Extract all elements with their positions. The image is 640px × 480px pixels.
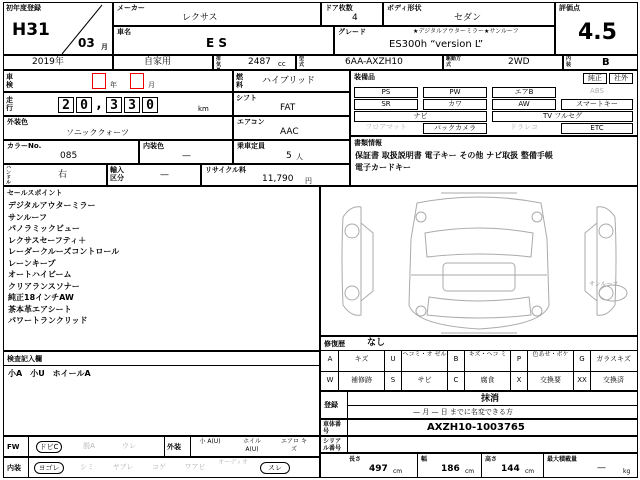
flag-genuine: 純正	[583, 73, 607, 84]
recycle-label: リサイクル料	[205, 166, 247, 174]
diagram-cell	[320, 186, 638, 336]
legend-desc: ヘコミ・オ ゼル	[402, 351, 447, 358]
mileage-digit: 0	[76, 97, 92, 113]
capacity-label: 乗車定員	[237, 142, 265, 150]
first-reg-month: 03	[78, 36, 95, 50]
body-value: セダン	[454, 13, 482, 23]
legend-key: XX	[577, 376, 587, 384]
body-cell	[383, 2, 555, 26]
doors-value: 4	[352, 13, 358, 23]
mileage-digit: 0	[142, 97, 158, 113]
hgt-value: 144	[501, 464, 520, 474]
mileage-digit: 3	[124, 97, 140, 113]
serial-label: シリアル番号	[323, 438, 342, 452]
inspect-month-unit: 月	[148, 81, 155, 89]
mileage-label: 走行	[6, 96, 13, 112]
model-value: 6AA-AXZH10	[345, 57, 403, 67]
score-cell	[555, 2, 638, 55]
repair-value: なし	[367, 338, 386, 348]
shift-cell	[233, 92, 350, 116]
equip-aw: AW	[492, 99, 556, 110]
serial-cell	[320, 436, 638, 453]
drive-value: 2WD	[508, 57, 530, 67]
import-label: 輸入区分	[110, 166, 124, 182]
inspect-month-box	[130, 73, 144, 89]
docs-line2: 電子カードキー	[355, 163, 411, 172]
docs-cell	[350, 136, 638, 186]
ext-item: ホイル A(U)	[242, 438, 261, 453]
first-reg-label: 初年度登録	[6, 4, 41, 12]
sales-point: パワートランクリッド	[8, 316, 88, 325]
legend-key: A	[327, 355, 333, 363]
wid-label: 幅	[421, 456, 428, 463]
sales-label: セールスポイント	[7, 189, 63, 197]
score-value: 4.5	[578, 20, 617, 45]
sales-point: オートハイビーム	[8, 270, 72, 279]
colorno-value: 085	[60, 151, 78, 161]
use-cell	[113, 55, 213, 70]
mileage-cell	[3, 92, 233, 116]
month-unit: 月	[101, 43, 108, 51]
car-diagram	[321, 187, 637, 335]
first-reg-era: H31	[12, 20, 50, 40]
inspector-notes: 小A 小U ホイールA	[8, 369, 91, 378]
body-label: ボディ形状	[387, 4, 422, 12]
disp-label: 排気	[216, 56, 222, 68]
legend-desc: 補修跡	[351, 376, 372, 384]
doors-label: ドア枚数	[325, 4, 353, 12]
equip-pw: PW	[423, 87, 487, 98]
mileage-digit: ,	[96, 97, 102, 112]
recycle-unit: 円	[305, 177, 312, 185]
model-cell	[296, 55, 443, 70]
wid-value: 186	[441, 464, 460, 474]
equip-leather: カワ	[423, 99, 487, 110]
ext-label: 外装	[167, 443, 181, 451]
intcolor-label: 内装色	[143, 142, 164, 150]
registration-notice: — 月 — 日 までに名変できる方	[413, 408, 513, 416]
inspect-year-unit: 年	[110, 81, 117, 89]
model-label: 型式	[299, 56, 305, 68]
equip-airbag: エアB	[492, 87, 556, 98]
fw-item: ウレ	[122, 442, 136, 450]
legend-key: W	[326, 376, 334, 384]
equip-ps: PS	[354, 87, 418, 98]
hgt-unit: cm	[525, 468, 535, 475]
drive-cell	[443, 55, 563, 70]
legend-desc: サビ	[417, 376, 432, 384]
legend-desc: キズ・ヘコ ミ	[468, 351, 507, 358]
equip-navi: ナビ	[354, 111, 487, 122]
disp-unit: cc	[278, 60, 286, 68]
load-unit: kg	[623, 468, 631, 475]
registration-cell	[320, 391, 638, 419]
fw-item: 脱A	[83, 442, 95, 450]
docs-label: 書類情報	[354, 139, 382, 147]
int-item: スレ	[260, 462, 290, 474]
fw-row	[3, 436, 320, 457]
chassis-cell	[320, 419, 638, 436]
year-cell	[3, 55, 113, 70]
capacity-value: 5	[286, 151, 292, 161]
maker-label: メーカー	[117, 4, 145, 12]
import-cell	[107, 164, 201, 186]
use-value: 自家用	[144, 57, 172, 67]
import-value: —	[160, 170, 169, 180]
equip-abs: ABS	[590, 87, 604, 95]
equip-tv: TV フルセグ	[492, 111, 633, 122]
sales-list	[8, 200, 119, 327]
handle-value: 右	[58, 170, 68, 180]
capacity-cell	[233, 140, 350, 164]
int-item: ヨゴレ	[34, 462, 64, 474]
recycle-value: 11,790	[262, 174, 294, 184]
mileage-unit: km	[198, 105, 209, 113]
handle-label: ハンドル	[6, 165, 12, 186]
sunroof-note: サンルーフ	[589, 281, 619, 288]
chassis-label: 車体番号	[323, 421, 342, 435]
legend-desc: 交換済	[603, 376, 624, 384]
reg-diagonal	[4, 3, 114, 56]
equip-sr: SR	[354, 99, 418, 110]
hgt-label: 高さ	[485, 456, 498, 463]
legend-key: P	[516, 355, 522, 363]
legend-key: G	[579, 355, 585, 363]
interior-value: B	[602, 57, 610, 68]
disp-value: 2487	[248, 57, 271, 67]
intcolor-cell	[139, 140, 233, 164]
colorno-label: カラーNo.	[7, 142, 42, 150]
legend-desc: キズ	[354, 355, 369, 363]
int-item: コゲ	[152, 463, 166, 471]
len-value: 497	[369, 464, 388, 474]
extcolor-label: 外装色	[7, 118, 28, 126]
capacity-unit: 人	[296, 153, 303, 161]
load-value: —	[597, 463, 606, 473]
legend-key: S	[390, 376, 396, 384]
equip-smartkey: スマートキー	[561, 99, 633, 110]
wid-unit: cm	[465, 468, 475, 475]
fw-label: FW	[7, 443, 20, 451]
recycle-cell	[201, 164, 350, 186]
extcolor-value: ソニッククォーツ	[66, 128, 129, 137]
int-label: 内装	[7, 464, 21, 472]
shift-value: FAT	[280, 103, 296, 113]
equip-backcam: バックカメラ	[423, 123, 487, 134]
ac-label: エアコン	[237, 118, 265, 126]
name-label: 車名	[117, 28, 131, 36]
sales-point: 純正18インチAW	[8, 293, 74, 302]
intcolor-value: —	[182, 151, 191, 161]
equip-etc: ETC	[561, 123, 633, 134]
registration-label: 登録	[324, 401, 338, 409]
sales-cell	[3, 186, 320, 351]
drive-label: 駆動方式	[446, 56, 462, 68]
grade-label: グレード	[338, 28, 366, 36]
fw-item: ドビC	[36, 441, 62, 453]
shift-label: シフト	[236, 94, 257, 102]
ext-item: エアロ キズ	[281, 438, 307, 453]
sales-point: パノラミックビュー	[8, 224, 80, 233]
legend-desc: 色あせ・ボケ	[532, 351, 569, 358]
extcolor-cell	[3, 116, 233, 140]
maker-cell	[113, 2, 321, 26]
name-value: E S	[206, 36, 228, 50]
repair-legend-cell	[320, 336, 638, 391]
int-item: オーディオ	[218, 459, 248, 466]
doors-cell	[321, 2, 383, 26]
interior-cell	[563, 55, 638, 70]
int-item: ヤブレ	[112, 463, 134, 471]
inspect-label: 車検	[6, 73, 13, 89]
load-label: 最大積載量	[547, 456, 578, 463]
int-row	[3, 457, 320, 478]
inspector-label: 検査記入欄	[7, 355, 42, 363]
inspect-year-box	[92, 73, 106, 89]
equip-floormat: フロアマット	[365, 123, 407, 131]
legend-desc: ガラスキズ	[596, 355, 631, 363]
disp-cell	[213, 55, 296, 70]
ext-item: 小 A(U)	[199, 438, 221, 445]
sales-point: レーンキープ	[8, 258, 56, 268]
equipment-cell	[350, 70, 638, 136]
mileage-digit: 3	[106, 97, 122, 113]
registration-value: 抹消	[481, 394, 500, 404]
interior-label: 内装	[566, 56, 572, 68]
equip-dashcam: ドラレコ	[510, 123, 538, 131]
fuel-cell	[233, 70, 350, 92]
int-item: シミ	[80, 463, 94, 471]
legend-key: X	[516, 376, 522, 384]
legend-key: B	[453, 355, 459, 363]
len-unit: cm	[393, 468, 403, 475]
docs-line1: 保証書 取扱説明書 電子キー その他 ナビ取扱 整備手帳	[355, 151, 553, 160]
legend-key: C	[453, 376, 459, 384]
flag-aftermarket: 社外	[609, 73, 633, 84]
sales-point: 茶本革エアシート	[8, 304, 72, 314]
fuel-label: 燃料	[236, 73, 243, 89]
sales-point: サンルーフ	[8, 212, 47, 222]
inspect-cell	[3, 70, 233, 92]
ac-cell	[233, 116, 350, 140]
ac-value: AAC	[280, 127, 299, 137]
legend-key: U	[390, 355, 396, 363]
grade-features: ★デジタルアウターミラー★サンルーフ	[413, 28, 519, 35]
inspector-cell	[3, 351, 320, 436]
year-value: 2019年	[32, 57, 64, 67]
grade-cell	[334, 26, 555, 55]
mileage-digit: 2	[58, 97, 74, 113]
colorno-cell	[3, 140, 139, 164]
chassis-value: AXZH10-1003765	[427, 422, 525, 433]
grade-value: ES300h “version L”	[389, 39, 484, 50]
first-reg-cell	[3, 2, 113, 55]
legend-desc: 交換要	[540, 376, 561, 384]
score-label: 評価点	[559, 4, 580, 12]
maker-value: レクサス	[182, 13, 218, 23]
handle-cell	[3, 164, 107, 186]
equipment-label: 装備品	[354, 73, 375, 81]
name-cell	[113, 26, 334, 55]
sales-point: クリアランスソナー	[8, 281, 80, 291]
dimensions-row	[320, 453, 638, 478]
len-label: 長さ	[349, 456, 362, 463]
int-item: ワアビ	[184, 463, 206, 471]
sales-point: レクサスセーフティ＋	[8, 235, 87, 245]
sales-point: レーダークルーズコントロール	[8, 247, 120, 256]
fuel-value: ハイブリッド	[262, 76, 316, 86]
sales-point: デジタルアウターミラー	[8, 201, 96, 210]
repair-label: 修復歴	[324, 340, 345, 348]
legend-desc: 腐食	[480, 376, 495, 384]
